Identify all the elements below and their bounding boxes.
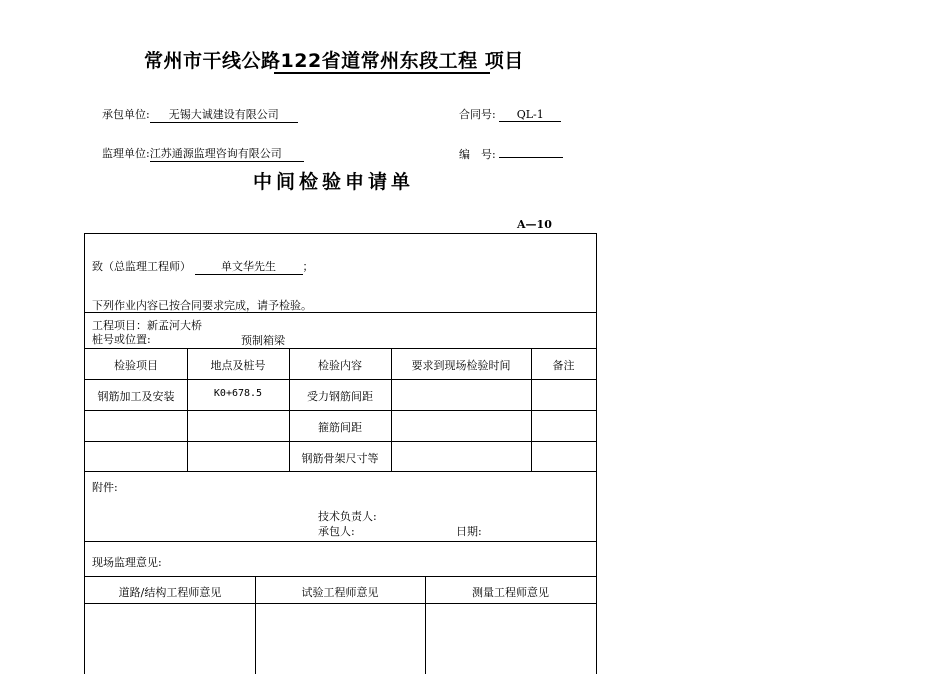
divider	[85, 541, 596, 542]
station-value: 预制箱梁	[241, 334, 285, 347]
test-engineer-header: 试验工程师意见	[301, 586, 379, 599]
col-header-content: 检验内容	[318, 359, 362, 372]
date-label: 日期:	[456, 525, 482, 538]
addressee-value: 单文华先生	[195, 258, 303, 275]
supervisor-label: 监理单位:	[102, 147, 150, 160]
station-label: 桩号或位置:	[92, 333, 151, 346]
table-cell: 钢筋骨架尺寸等	[301, 452, 379, 465]
attachment-label: 附件:	[92, 481, 118, 494]
table-cell: 受力钢筋间距	[307, 390, 373, 403]
supervisor-value: 江苏通源监理咨询有限公司	[150, 145, 304, 162]
form-code: A—10	[517, 218, 552, 231]
table-cell: K0+678.5	[213, 388, 263, 399]
contract-no-row	[459, 106, 561, 122]
col-header-time: 要求到现场检验时间	[411, 359, 511, 372]
project-title: 常州市干线公路122省道常州东段工程 项目	[144, 50, 524, 72]
contractor-value: 无锡大诚建设有限公司	[150, 106, 298, 123]
divider	[85, 312, 596, 313]
contractor-sign-label: 承包人:	[318, 525, 355, 538]
serial-value	[499, 145, 563, 158]
divider	[85, 471, 596, 472]
col-header-item: 检验项目	[114, 359, 158, 372]
form-title: 中间检验申请单	[253, 171, 415, 193]
divider	[85, 441, 596, 442]
divider	[85, 603, 596, 604]
table-cell: 钢筋加工及安装	[97, 390, 175, 403]
col-header-remark: 备注	[552, 359, 575, 372]
contract-no-value: QL-1	[499, 108, 561, 122]
site-opinion-label: 现场监理意见:	[92, 556, 162, 569]
divider	[85, 379, 596, 380]
contractor-row	[102, 106, 298, 123]
serial-row	[459, 145, 563, 162]
addressee-row	[92, 258, 314, 275]
project-label: 工程项目：新孟河大桥	[92, 319, 202, 332]
inspection-form	[84, 233, 597, 674]
addressee-suffix: ；	[302, 260, 314, 273]
divider	[85, 348, 596, 349]
tech-lead-label: 技术负责人:	[318, 510, 377, 523]
contractor-label: 承包单位:	[102, 108, 150, 121]
divider	[85, 576, 596, 577]
survey-engineer-header: 测量工程师意见	[472, 586, 549, 599]
serial-label: 编 号:	[459, 148, 496, 161]
supervisor-row	[102, 145, 304, 162]
contract-no-label: 合同号:	[459, 108, 496, 121]
col-header-location: 地点及桩号	[210, 359, 266, 372]
table-cell: 箍筋间距	[318, 421, 362, 434]
title-underline	[274, 72, 490, 74]
divider	[85, 410, 596, 411]
request-text: 下列作业内容已按合同要求完成，请予检验。	[92, 299, 312, 312]
road-engineer-header: 道路/结构工程师意见	[118, 586, 222, 599]
addressee-label: 致（总监理工程师）	[92, 260, 191, 273]
